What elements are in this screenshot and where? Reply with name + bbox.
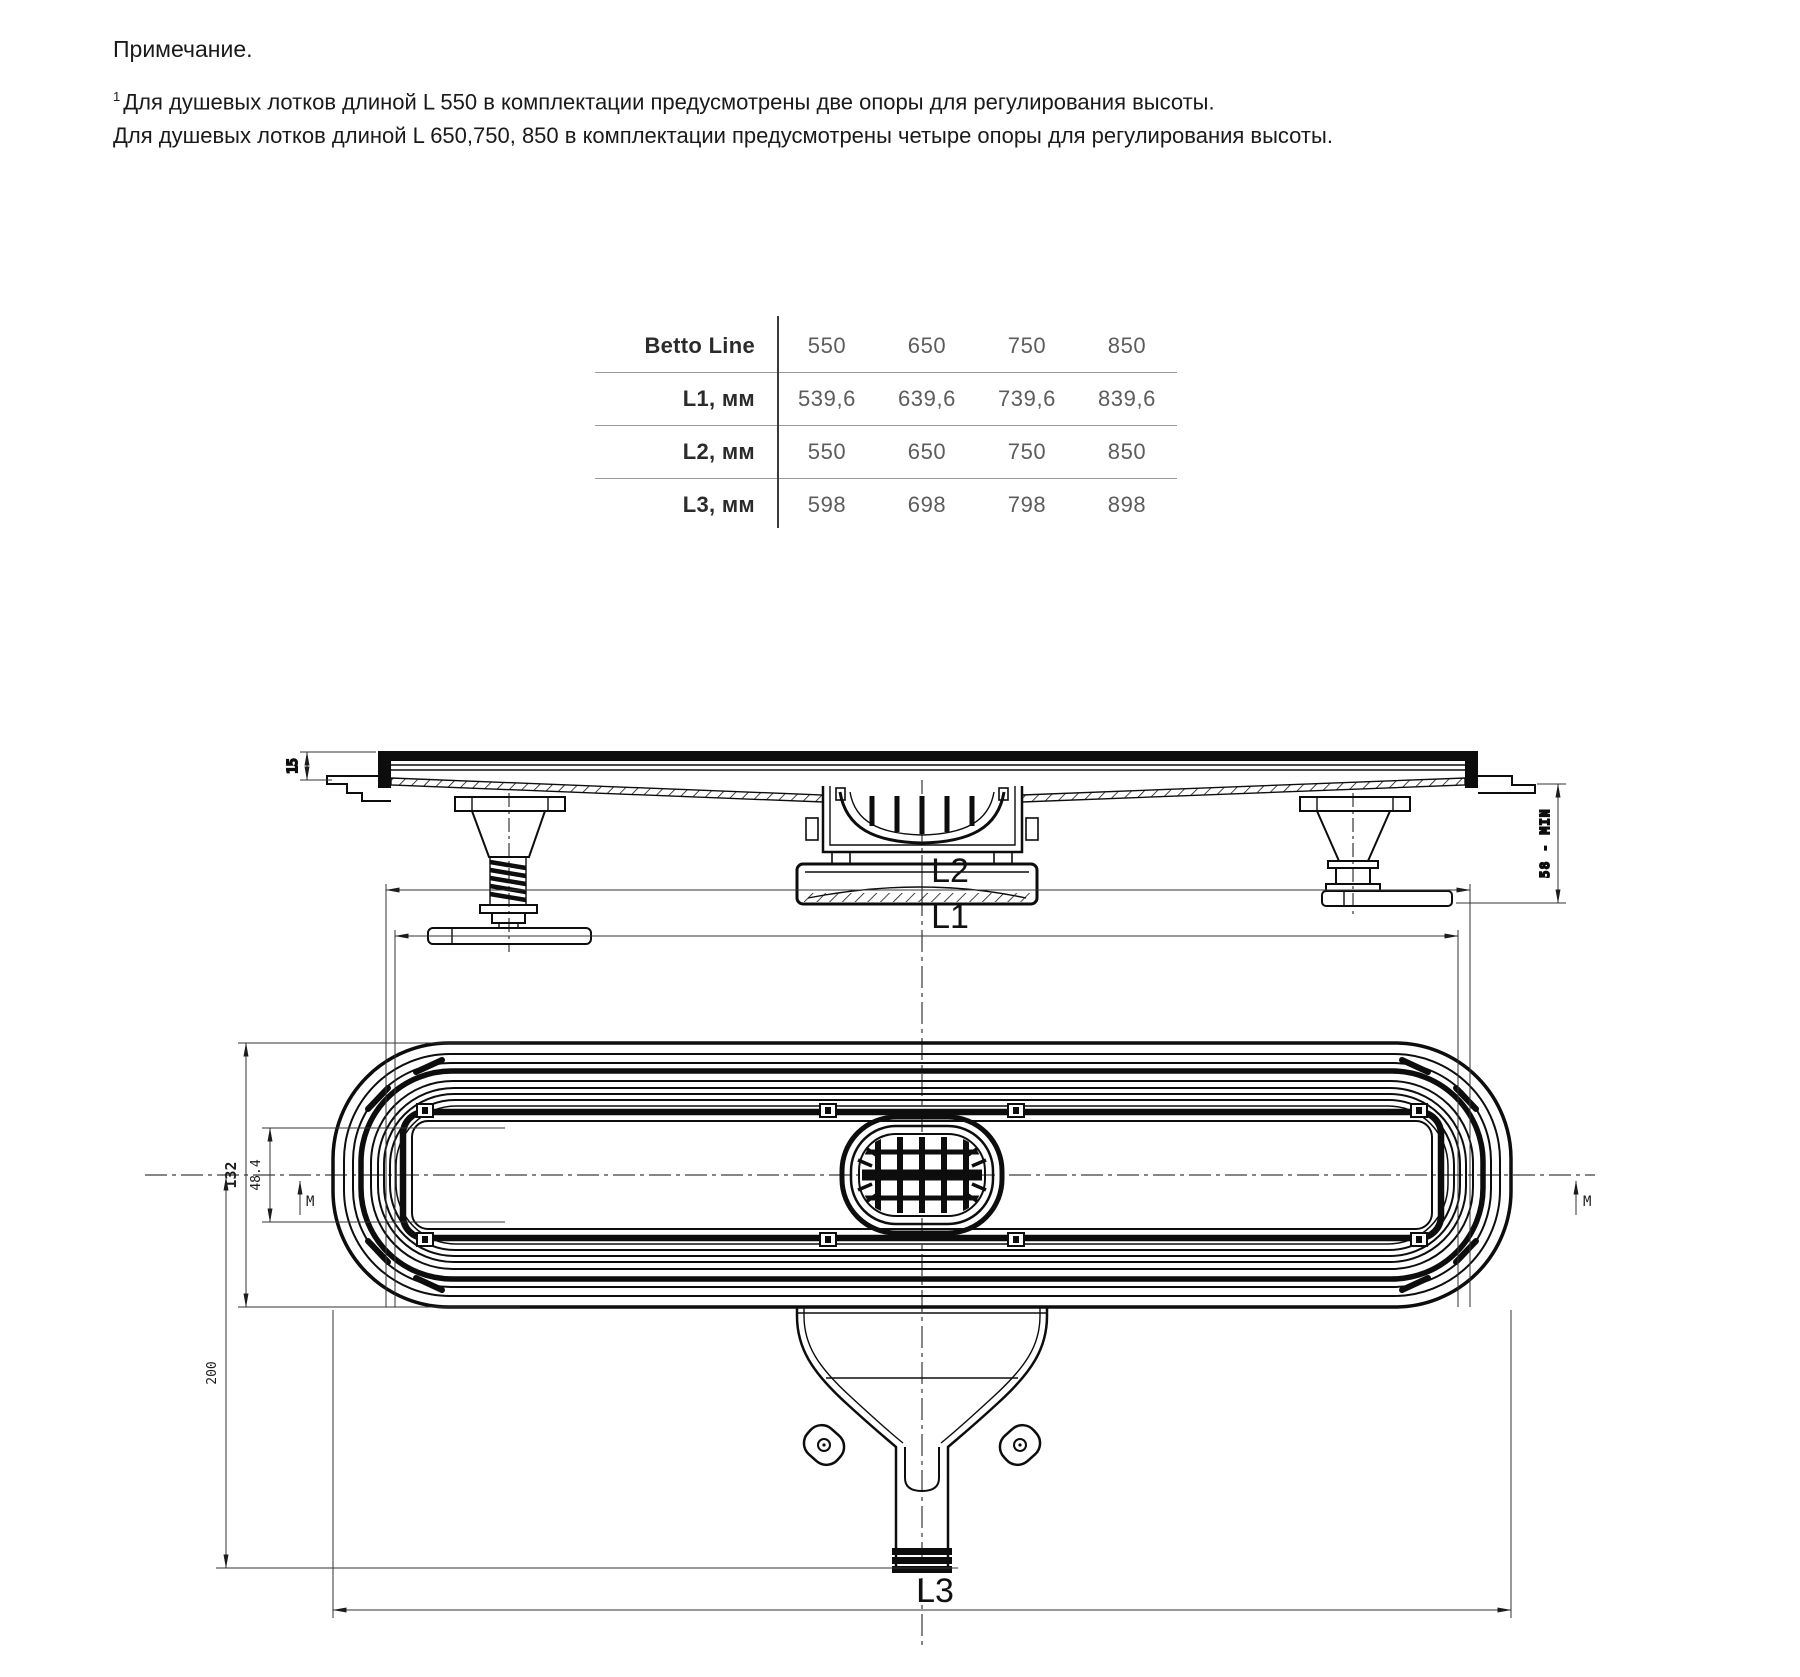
note-line-2: Для душевых лотков длиной L 650,750, 850 в комплектации предусмотрены четыре опоры для регулирования высоты. xyxy=(113,123,1333,149)
table-cell: 850 xyxy=(1107,333,1147,358)
table-cell: 650 xyxy=(907,333,947,358)
dim-min-height-label: 58 - MIN xyxy=(1538,808,1552,878)
table-row-label: L1, мм xyxy=(682,386,755,411)
note-line-1-text: Для душевых лотков длиной L 550 в комплектации предусмотрены две опоры для регулирования высоты. xyxy=(123,89,1215,115)
side-left-end-cap xyxy=(378,751,391,788)
table-row-label: L2, мм xyxy=(682,439,755,464)
slope-mark-right-text: M xyxy=(1583,1194,1592,1210)
side-right-leg xyxy=(1300,793,1452,915)
table-cell: 750 xyxy=(1007,439,1047,464)
table-cell: 598 xyxy=(807,492,847,517)
footnote-marker: 1 xyxy=(113,89,121,104)
table-cell: 750 xyxy=(1007,333,1047,358)
side-right-end-cap xyxy=(1465,751,1478,788)
side-drain-trap xyxy=(797,780,1038,915)
side-channel-bottom-right xyxy=(1022,778,1465,802)
table-row-label: Betto Line xyxy=(644,333,755,358)
table-cell: 698 xyxy=(907,492,947,517)
dim-132-text: 132 xyxy=(222,1161,240,1189)
table-cell: 650 xyxy=(907,439,947,464)
top-view-drawing xyxy=(145,858,1595,1648)
table-cell: 839,6 xyxy=(1097,386,1157,411)
side-view-drawing xyxy=(286,751,1566,952)
side-right-flange-lip xyxy=(1478,776,1535,793)
note-title: Примечание. xyxy=(113,36,253,62)
slope-mark-left-text: M xyxy=(306,1194,315,1210)
table-cell: 550 xyxy=(807,439,847,464)
table-cell: 550 xyxy=(807,333,847,358)
dim-l1-text: L1 xyxy=(931,898,969,936)
dim-grate-height-label: 15 xyxy=(286,758,301,774)
dim-l3-text: L3 xyxy=(916,1572,954,1610)
table-cell: 798 xyxy=(1007,492,1047,517)
dim-48-4-text: 48.4 xyxy=(249,1159,264,1191)
side-grate-bar xyxy=(378,751,1478,761)
dim-200-text: 200 xyxy=(205,1361,220,1385)
table-cell: 539,6 xyxy=(797,386,857,411)
table-row-label: L3, мм xyxy=(682,492,755,517)
side-left-leg xyxy=(428,793,591,952)
dim-l2-text: L2 xyxy=(931,852,969,890)
table-cell: 850 xyxy=(1107,439,1147,464)
table-cell: 898 xyxy=(1107,492,1147,517)
table-cell: 739,6 xyxy=(997,386,1057,411)
table-cell: 639,6 xyxy=(897,386,957,411)
